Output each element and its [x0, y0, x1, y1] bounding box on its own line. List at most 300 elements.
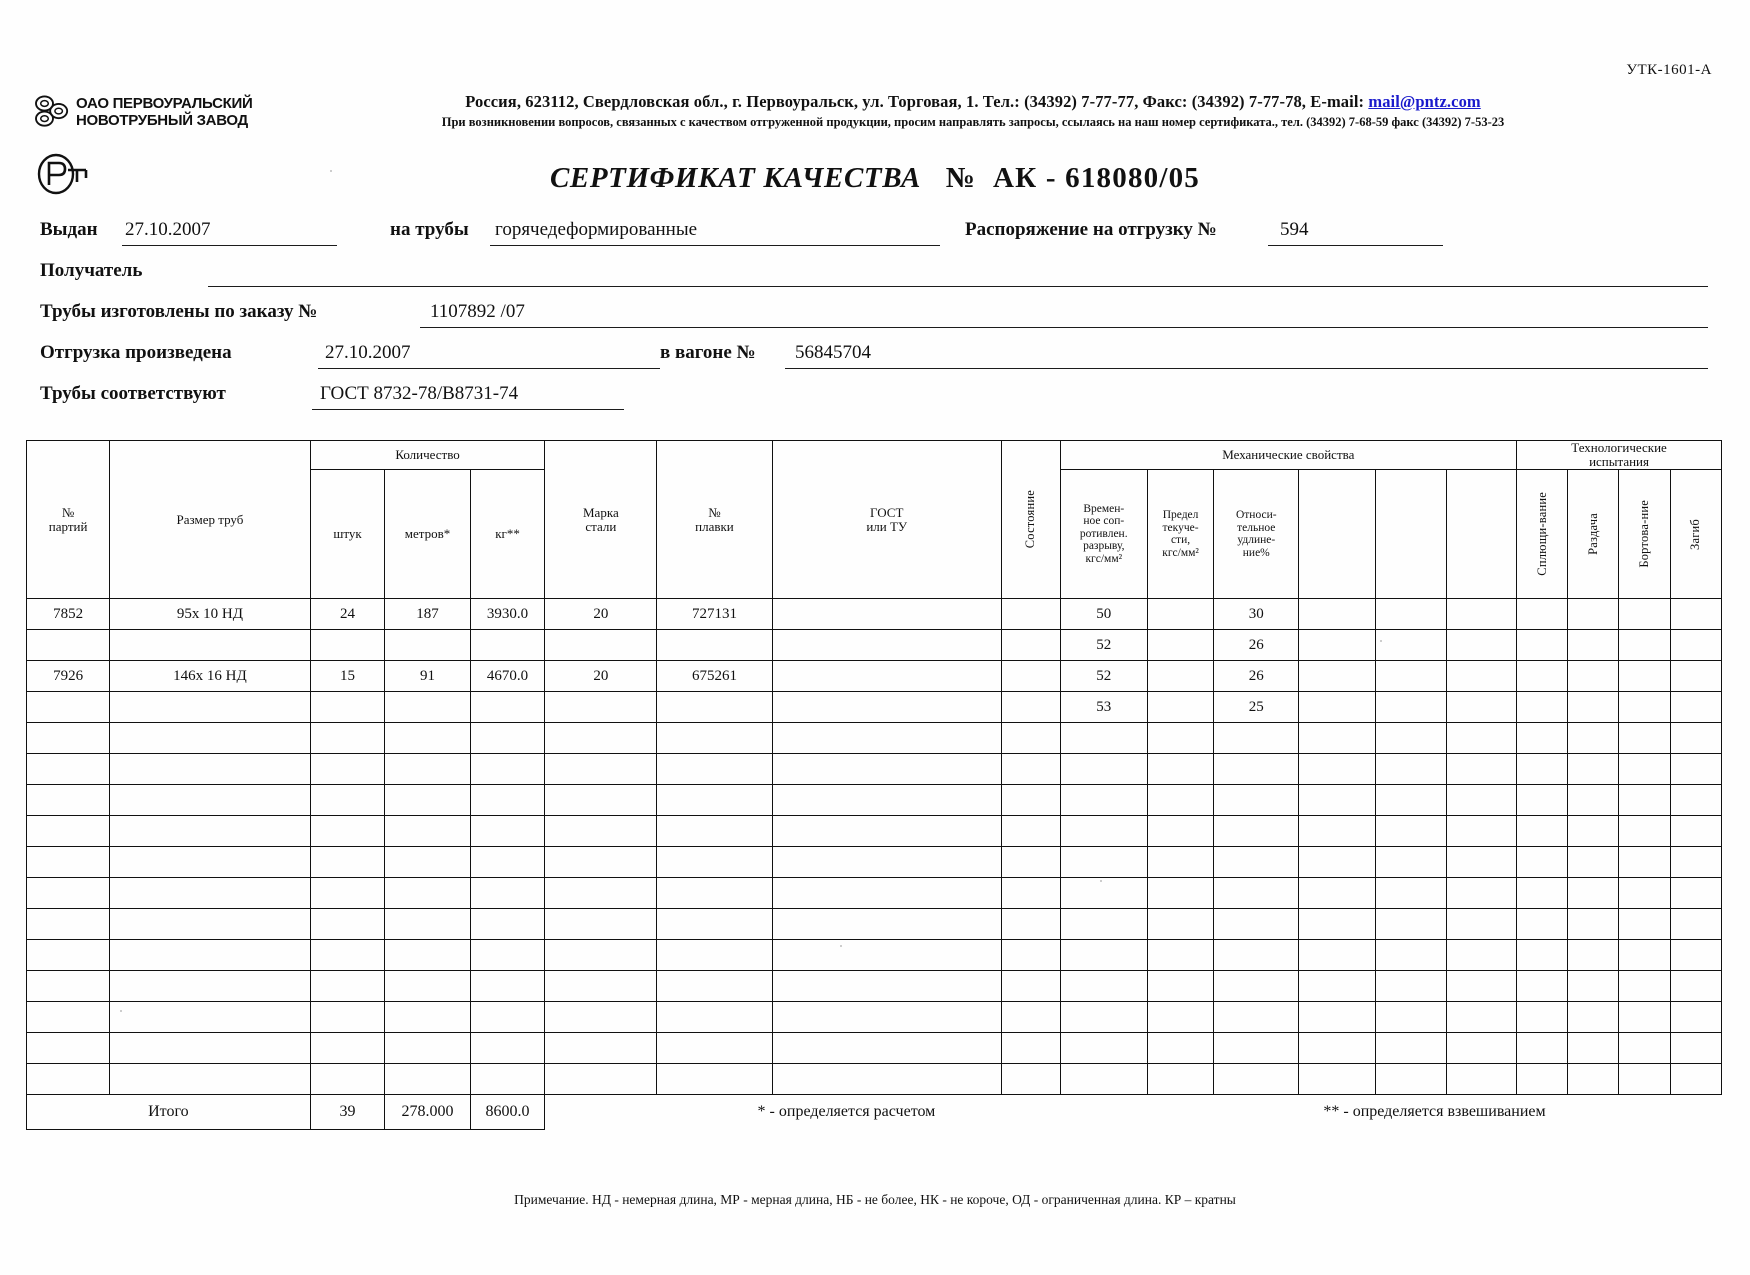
cell-empty — [310, 785, 385, 816]
th-flattening — [1517, 470, 1568, 599]
cell-empty — [110, 723, 311, 754]
cell-empty — [1670, 971, 1721, 1002]
cell-empty — [1060, 1002, 1147, 1033]
cell-empty — [1446, 1002, 1516, 1033]
cell-empty — [1147, 909, 1213, 940]
cell-empty — [1299, 816, 1376, 847]
cell-pieces — [310, 630, 385, 661]
cell-extra-3 — [1446, 661, 1516, 692]
cell-empty — [1446, 847, 1516, 878]
cell-empty — [1568, 785, 1619, 816]
cell-empty — [1376, 909, 1446, 940]
cell-empty — [1147, 1064, 1213, 1095]
cell-empty — [545, 909, 657, 940]
cell-heat — [657, 630, 772, 661]
cell-empty — [27, 847, 110, 878]
cell-size: 95х 10 НД — [110, 599, 311, 630]
cell-empty — [1214, 878, 1299, 909]
cell-empty — [27, 785, 110, 816]
cell-empty — [1299, 909, 1376, 940]
cell-empty — [27, 723, 110, 754]
cell-kg — [470, 630, 545, 661]
th-tensile-l5: кгс/мм² — [1085, 552, 1123, 565]
cell-empty — [1446, 971, 1516, 1002]
cell-state — [1001, 630, 1060, 661]
th-elong-l4: ние% — [1242, 546, 1270, 559]
th-elongation — [1214, 470, 1299, 599]
cell-empty — [110, 878, 311, 909]
cell-empty — [385, 940, 470, 971]
cell-empty — [1517, 1002, 1568, 1033]
th-steel-line2: стали — [585, 518, 617, 534]
cell-empty — [1517, 816, 1568, 847]
cell-expansion — [1568, 692, 1619, 723]
total-kg: 8600.0 — [470, 1095, 545, 1130]
cell-batch — [27, 692, 110, 723]
form-row-shipment — [40, 338, 1710, 379]
cell-tensile: 53 — [1060, 692, 1147, 723]
cell-empty — [1619, 723, 1670, 754]
cell-bend — [1670, 630, 1721, 661]
cell-empty — [1446, 1033, 1516, 1064]
cell-empty — [1670, 1064, 1721, 1095]
cell-empty — [1568, 1033, 1619, 1064]
th-expansion-label: Раздача — [1585, 513, 1600, 555]
th-gost-line2: или ТУ — [866, 518, 908, 534]
cell-flanging — [1619, 661, 1670, 692]
cell-empty — [1670, 878, 1721, 909]
cell-empty — [1619, 847, 1670, 878]
table-row-empty[interactable] — [27, 1002, 1722, 1033]
cell-empty — [1446, 754, 1516, 785]
th-quantity-label: Количество — [395, 447, 460, 462]
th-pieces-label: штук — [333, 526, 362, 541]
cell-bend — [1670, 599, 1721, 630]
cell-empty — [1376, 1002, 1446, 1033]
th-meters — [385, 470, 470, 599]
cell-empty — [110, 754, 311, 785]
cell-expansion — [1568, 630, 1619, 661]
cell-empty — [1147, 754, 1213, 785]
table-row-empty[interactable] — [27, 723, 1722, 754]
cell-empty — [1060, 723, 1147, 754]
cell-empty — [385, 816, 470, 847]
table-row-empty[interactable] — [27, 816, 1722, 847]
shipment-value[interactable]: 27.10.2007 — [325, 342, 411, 363]
cell-empty — [110, 1064, 311, 1095]
cell-empty — [1670, 1002, 1721, 1033]
cell-meters — [385, 630, 470, 661]
cell-empty — [1568, 723, 1619, 754]
cell-empty — [545, 971, 657, 1002]
cell-empty — [1214, 971, 1299, 1002]
cell-empty — [1619, 909, 1670, 940]
cell-state — [1001, 692, 1060, 723]
cell-batch — [27, 630, 110, 661]
certificate-table — [26, 440, 1722, 1130]
cell-empty — [1060, 1064, 1147, 1095]
shipment-label: Отгрузка произведена — [40, 342, 232, 363]
cell-empty — [1568, 816, 1619, 847]
cell-steel: 20 — [545, 661, 657, 692]
cell-empty — [470, 847, 545, 878]
receiver-label: Получатель — [40, 260, 143, 281]
cell-empty — [1147, 723, 1213, 754]
cell-steel — [545, 692, 657, 723]
cell-empty — [1060, 754, 1147, 785]
cell-empty — [1060, 878, 1147, 909]
cell-empty — [772, 1064, 1001, 1095]
cell-empty — [385, 785, 470, 816]
cell-empty — [657, 971, 772, 1002]
cell-empty — [1568, 971, 1619, 1002]
cell-empty — [1214, 847, 1299, 878]
cell-empty — [1147, 816, 1213, 847]
cell-flattening — [1517, 630, 1568, 661]
cell-flattening — [1517, 599, 1568, 630]
cell-empty — [657, 1002, 772, 1033]
cell-empty — [1446, 785, 1516, 816]
cell-flanging — [1619, 692, 1670, 723]
cell-tensile: 52 — [1060, 630, 1147, 661]
cell-empty — [1517, 1064, 1568, 1095]
cell-empty — [1376, 754, 1446, 785]
th-flattening-label: Сплющи-вание — [1534, 492, 1549, 576]
cell-empty — [110, 785, 311, 816]
cell-empty — [310, 1064, 385, 1095]
cell-empty — [1376, 971, 1446, 1002]
cell-empty — [1299, 1064, 1376, 1095]
cell-empty — [110, 909, 311, 940]
cell-empty — [545, 1064, 657, 1095]
th-yield — [1147, 470, 1213, 599]
cell-extra-2 — [1376, 630, 1446, 661]
cell-empty — [470, 878, 545, 909]
cell-batch: 7926 — [27, 661, 110, 692]
cell-empty — [385, 723, 470, 754]
cell-empty — [1299, 754, 1376, 785]
pipes-value[interactable]: горячедеформированные — [495, 219, 698, 240]
cell-empty — [385, 1064, 470, 1095]
th-elong-l1: Относи- — [1235, 509, 1277, 521]
cell-empty — [1001, 723, 1060, 754]
cell-extra-1 — [1299, 599, 1376, 630]
th-size-label: Размер труб — [176, 511, 244, 527]
cell-bend — [1670, 661, 1721, 692]
cell-empty — [1670, 816, 1721, 847]
cell-empty — [1001, 1064, 1060, 1095]
cell-empty — [772, 878, 1001, 909]
cell-empty — [1517, 754, 1568, 785]
cell-flattening — [1517, 661, 1568, 692]
th-tensile-l2: ное соп- — [1083, 515, 1125, 528]
cell-empty — [1299, 971, 1376, 1002]
cell-empty — [310, 878, 385, 909]
cell-tensile: 50 — [1060, 599, 1147, 630]
cell-empty — [1147, 1002, 1213, 1033]
cell-empty — [772, 847, 1001, 878]
cell-empty — [1568, 754, 1619, 785]
cell-extra-2 — [1376, 692, 1446, 723]
cell-empty — [385, 847, 470, 878]
cell-empty — [470, 971, 545, 1002]
conform-value[interactable]: ГОСТ 8732-78/В8731-74 — [320, 383, 519, 404]
table-row[interactable] — [27, 630, 1722, 661]
cell-empty — [1147, 971, 1213, 1002]
table-row-empty[interactable] — [27, 785, 1722, 816]
cell-empty — [1001, 971, 1060, 1002]
company-note: При возникновении вопросов, связанных с качеством отгруженной продукции, просим направлять запросы, ссылаясь на наш номер сертификата., тел. (34392) 7-68-59 факс (34392) 7-53-23 — [441, 115, 1505, 129]
cell-bend — [1670, 692, 1721, 723]
order-value[interactable]: 1107892 /07 — [430, 301, 525, 322]
cell-empty — [1568, 940, 1619, 971]
note-calculated: * - определяется расчетом — [757, 1103, 936, 1121]
cell-empty — [470, 1033, 545, 1064]
cell-empty — [1299, 940, 1376, 971]
cell-empty — [772, 723, 1001, 754]
cell-empty — [1214, 1064, 1299, 1095]
cell-empty — [1214, 723, 1299, 754]
cell-empty — [27, 1033, 110, 1064]
cell-empty — [27, 940, 110, 971]
table-row-empty[interactable] — [27, 971, 1722, 1002]
shipment-order-label: Распоряжение на отгрузку № — [965, 219, 1217, 240]
cell-empty — [470, 723, 545, 754]
cell-empty — [1517, 1033, 1568, 1064]
cell-empty — [110, 971, 311, 1002]
cell-empty — [657, 847, 772, 878]
th-mech-extra-1 — [1299, 470, 1376, 599]
company-address-block — [238, 92, 1708, 130]
th-state — [1001, 441, 1060, 599]
th-kg-label: кг** — [495, 526, 520, 541]
cell-empty — [1060, 971, 1147, 1002]
cell-empty — [310, 754, 385, 785]
cell-pieces: 15 — [310, 661, 385, 692]
cell-empty — [1568, 909, 1619, 940]
cell-empty — [657, 909, 772, 940]
cell-elongation: 26 — [1214, 661, 1299, 692]
cell-empty — [1214, 940, 1299, 971]
table-row-empty[interactable] — [27, 909, 1722, 940]
cell-empty — [310, 940, 385, 971]
cell-kg: 4670.0 — [470, 661, 545, 692]
cell-empty — [470, 785, 545, 816]
issued-label: Выдан — [40, 219, 98, 240]
company-address: Россия, 623112, Свердловская обл., г. Первоуральск, ул. Торговая, 1. Тел.: (34392) 7-77-77, Факс: (34392) 7-77-78, E-mail: — [465, 92, 1369, 111]
cell-gost — [772, 630, 1001, 661]
th-tensile-l4: разрыву, — [1083, 540, 1125, 553]
cell-yield — [1147, 661, 1213, 692]
wagon-value[interactable]: 56845704 — [795, 342, 871, 363]
cell-empty — [1619, 785, 1670, 816]
cell-empty — [772, 754, 1001, 785]
th-heat — [657, 441, 772, 599]
cell-empty — [385, 971, 470, 1002]
cell-empty — [1670, 909, 1721, 940]
certificate-title-text: СЕРТИФИКАТ КАЧЕСТВА — [549, 162, 921, 194]
cell-empty — [1670, 1033, 1721, 1064]
cell-empty — [1568, 878, 1619, 909]
certificate-number: АК - 618080/05 — [993, 162, 1201, 194]
cell-empty — [470, 909, 545, 940]
th-batch — [27, 441, 110, 599]
cell-heat — [657, 692, 772, 723]
cell-empty — [1670, 940, 1721, 971]
table-row[interactable] — [27, 599, 1722, 630]
th-quantity-group — [310, 441, 545, 470]
cell-empty — [385, 1033, 470, 1064]
cell-empty — [1001, 785, 1060, 816]
cell-empty — [772, 785, 1001, 816]
table-row-empty[interactable] — [27, 754, 1722, 785]
cell-empty — [1147, 940, 1213, 971]
cell-empty — [385, 909, 470, 940]
th-batch-line2: партий — [48, 518, 88, 534]
cell-empty — [385, 1002, 470, 1033]
issued-value[interactable]: 27.10.2007 — [125, 219, 211, 240]
th-kg — [470, 470, 545, 599]
pntz-logo-icon — [34, 95, 72, 129]
cell-empty — [1670, 754, 1721, 785]
cell-empty — [1060, 847, 1147, 878]
table-row-empty[interactable] — [27, 1033, 1722, 1064]
cell-empty — [470, 754, 545, 785]
cell-empty — [1060, 940, 1147, 971]
cell-empty — [470, 1002, 545, 1033]
cell-empty — [1147, 847, 1213, 878]
cell-elongation: 26 — [1214, 630, 1299, 661]
order-underline — [420, 327, 1708, 328]
cell-empty — [1619, 1002, 1670, 1033]
th-steel-grade — [545, 441, 657, 599]
th-tech-group — [1517, 441, 1722, 470]
cell-empty — [772, 971, 1001, 1002]
table-row-empty[interactable] — [27, 847, 1722, 878]
cell-yield — [1147, 630, 1213, 661]
table-row-empty[interactable] — [27, 878, 1722, 909]
th-state-label: Состояние — [1023, 490, 1038, 549]
cell-tensile: 52 — [1060, 661, 1147, 692]
cell-empty — [1446, 878, 1516, 909]
cell-extra-3 — [1446, 692, 1516, 723]
cell-empty — [1619, 816, 1670, 847]
cell-extra-1 — [1299, 661, 1376, 692]
th-yield-l1: Предел — [1162, 509, 1199, 521]
note-weighed: ** - определяется взвешиванием — [1323, 1103, 1546, 1121]
cell-batch: 7852 — [27, 599, 110, 630]
th-size — [110, 441, 311, 599]
order-label: Трубы изготовлены по заказу № — [40, 301, 318, 322]
cell-empty — [27, 971, 110, 1002]
cell-empty — [1299, 878, 1376, 909]
cell-flanging — [1619, 599, 1670, 630]
cell-empty — [470, 1064, 545, 1095]
shipment-order-value[interactable]: 594 — [1280, 219, 1309, 240]
cell-empty — [1214, 1002, 1299, 1033]
total-label: Итого — [27, 1095, 311, 1130]
cell-empty — [1376, 785, 1446, 816]
cell-empty — [772, 1033, 1001, 1064]
cell-gost — [772, 692, 1001, 723]
cell-empty — [310, 816, 385, 847]
cell-empty — [545, 1033, 657, 1064]
cell-empty — [310, 971, 385, 1002]
cell-flattening — [1517, 692, 1568, 723]
th-meters-label: метров* — [404, 526, 451, 541]
table-total-row — [27, 1095, 1722, 1130]
cell-size — [110, 692, 311, 723]
cell-empty — [110, 1033, 311, 1064]
cell-empty — [1670, 723, 1721, 754]
company-email[interactable]: mail@pntz.com — [1368, 92, 1481, 111]
th-yield-l3: сти, — [1170, 534, 1191, 546]
th-mech-label: Механические свойства — [1222, 447, 1355, 462]
cell-empty — [657, 785, 772, 816]
table-row[interactable] — [27, 692, 1722, 723]
pipes-underline — [490, 245, 940, 246]
cell-empty — [545, 723, 657, 754]
cell-heat: 727131 — [657, 599, 772, 630]
cell-empty — [1619, 971, 1670, 1002]
cell-empty — [1001, 878, 1060, 909]
cell-empty — [1001, 909, 1060, 940]
form-row-issued — [40, 215, 1710, 256]
cell-empty — [657, 754, 772, 785]
cell-meters: 91 — [385, 661, 470, 692]
th-gost — [772, 441, 1001, 599]
th-mech-group — [1060, 441, 1517, 470]
table-row-empty[interactable] — [27, 1064, 1722, 1095]
cell-empty — [110, 816, 311, 847]
cell-empty — [1376, 1033, 1446, 1064]
table-row[interactable] — [27, 661, 1722, 692]
form-row-order — [40, 297, 1710, 338]
cell-empty — [27, 816, 110, 847]
cell-empty — [1299, 1002, 1376, 1033]
company-name-line1: ОАО ПЕРВОУРАЛЬСКИЙ — [76, 95, 253, 112]
th-gost-line1: ГОСТ — [870, 504, 904, 520]
th-yield-l4: кгс/мм² — [1162, 546, 1199, 559]
cell-empty — [545, 847, 657, 878]
cell-empty — [470, 816, 545, 847]
th-tech-line1: Технологические — [1571, 440, 1667, 455]
cell-empty — [27, 878, 110, 909]
pipes-label: на трубы — [390, 219, 469, 240]
cell-empty — [1517, 723, 1568, 754]
cell-elongation: 25 — [1214, 692, 1299, 723]
cell-empty — [657, 816, 772, 847]
conform-underline — [312, 409, 624, 410]
cell-meters: 187 — [385, 599, 470, 630]
th-mech-extra-3 — [1446, 470, 1516, 599]
cell-empty — [1060, 785, 1147, 816]
cell-extra-2 — [1376, 599, 1446, 630]
table-header-row-1 — [27, 441, 1722, 470]
cell-extra-3 — [1446, 599, 1516, 630]
page-title — [0, 162, 1750, 195]
cell-empty — [1299, 847, 1376, 878]
table-row-empty[interactable] — [27, 940, 1722, 971]
shipment-order-underline — [1268, 245, 1443, 246]
cell-empty — [1446, 1064, 1516, 1095]
total-pieces: 39 — [310, 1095, 385, 1130]
cell-flanging — [1619, 630, 1670, 661]
cell-empty — [1376, 816, 1446, 847]
cell-empty — [1619, 940, 1670, 971]
cell-empty — [310, 909, 385, 940]
cell-empty — [1517, 785, 1568, 816]
